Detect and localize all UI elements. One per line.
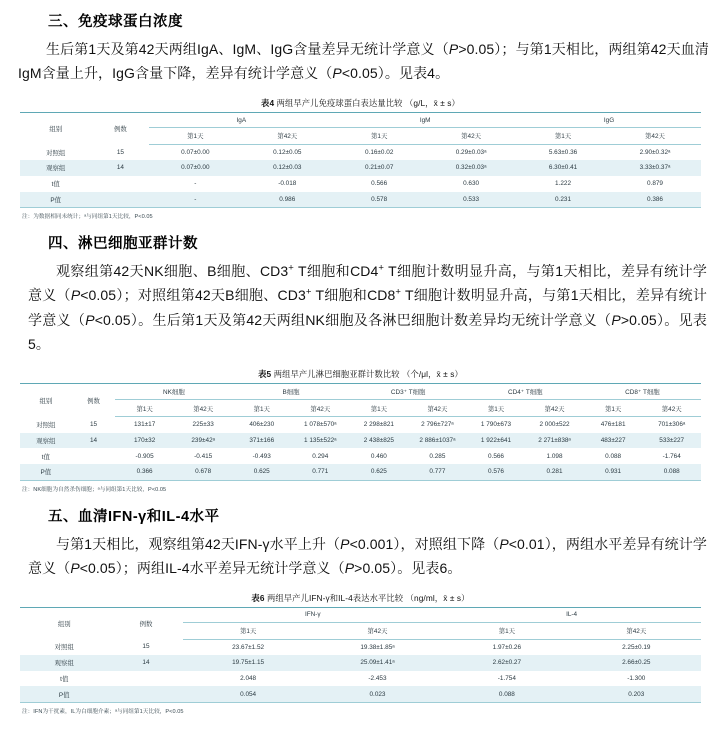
table6-r1-label: 观察组 [20,655,109,671]
table5-caption [20,364,701,383]
table6-r2-c0: 2.048 [183,671,312,687]
table6-r3-n [109,686,184,702]
par4-p11: P [85,311,95,328]
table4-r0-label: 对照组 [20,144,92,160]
table6-r3-c1: 0.023 [313,686,442,702]
par5-t8: >0.05）。见表6。 [354,559,462,576]
table4-r3-c4: 0.231 [517,192,609,208]
section-heading-4: 四、淋巴细胞亚群计数 [48,236,198,253]
table6-caption [20,588,701,607]
table5-r3-c2: 0.625 [232,464,291,480]
table5-sub-0: 第1天 [115,400,174,417]
table4-r0-c5: 2.90±0.32ᵃ [609,144,701,160]
table6-r1-c2: 2.62±0.27 [442,655,571,671]
table6-r0-c0: 23.67±1.52 [183,639,312,655]
table4-r2-c5: 0.879 [609,176,701,192]
table4-r1-c3: 0.32±0.03ᵃ [425,160,517,176]
table5-sub-1: 第42天 [174,400,233,417]
par5-t0: 与第1天相比，观察组第42天IFN-γ水平上升（ [56,535,341,552]
table6-r0-c3: 2.25±0.19 [572,639,701,655]
table5-sub-header-row [20,400,701,417]
table5-r3-c8: 0.931 [584,464,643,480]
table5-r1-c9: 533±227 [642,433,701,449]
table4-r3-c1: 0.986 [241,192,333,208]
table5-r2-c4: 0.460 [350,448,409,464]
table5-sub-7: 第42天 [525,400,584,417]
table4-wrapper [0,89,721,222]
table5-r1-c1: 239±42ᵃ [174,433,233,449]
table-row [20,433,701,449]
table6-r1-c3: 2.66±0.25 [572,655,701,671]
par4-t6: <0.05）；对照组第42天B细胞、CD3 [80,287,306,304]
table4-r1-n: 14 [92,160,150,176]
table5-group-cd8: CD8⁺ T细胞 [584,383,701,400]
table5-r0-c7: 2 000±522 [525,417,584,433]
table5-r1-c4: 2 438±825 [350,433,409,449]
table5-r1-c0: 170±32 [115,433,174,449]
par4-t8: T细胞和CD8 [311,287,396,304]
table5-sub-2: 第1天 [232,400,291,417]
table4-sub-3: 第42天 [425,127,517,144]
table4-label: 表4 [261,98,275,109]
par4-t12: <0.05）。生后第1天及第42天两组NK细胞及各淋巴细胞计数差异均无统计学意义（ [94,311,612,328]
table6-title: 两组早产儿IFN-γ和IL-4表达水平比较 [266,593,404,603]
section-heading-5: 五、血清IFN-γ和IL-4水平 [48,508,220,525]
table6-r1-c1: 25.09±1.41ᵃ [313,655,442,671]
table4-group-igm: IgM [333,113,517,128]
table4-r3-n [92,192,150,208]
table5-r1-c3: 1 135±522ᵃ [291,433,350,449]
table5-r2-label: t值 [20,448,72,464]
table4-r2-c4: 1.222 [517,176,609,192]
table5-r2-c5: 0.285 [408,448,467,464]
table5-r3-c5: 0.777 [408,464,467,480]
table4-r0-c1: 0.12±0.05 [241,144,333,160]
table5-r3-c9: 0.088 [642,464,701,480]
table5-sub-4: 第1天 [350,400,409,417]
table4-r2-label: t值 [20,176,92,192]
table5-sub-6: 第1天 [467,400,526,417]
table6-wrapper [0,584,721,717]
table6 [20,607,701,703]
table6-label: 表6 [251,593,265,603]
table4 [20,112,701,208]
table4-sub-4: 第1天 [517,127,609,144]
table6-units: （ng/ml，x̄ ± s） [405,593,470,603]
table-row [20,671,701,687]
table5-r0-label: 对照组 [20,417,72,433]
table5-r0-c2: 406±230 [232,417,291,433]
table5-group-cd3: CD3⁺ T细胞 [350,383,467,400]
table4-group-igg: IgG [517,113,701,128]
table5-r2-c2: -0.493 [232,448,291,464]
table4-r2-c3: 0.630 [425,176,517,192]
table5-r0-c9: 701±306ᵃ [642,417,701,433]
table4-group-header-row [20,113,701,128]
table-row [20,464,701,480]
table4-r1-label: 观察组 [20,160,92,176]
par4-sup1: + [288,262,294,274]
table4-title: 两组早产儿免疫球蛋白表达量比较 [276,98,403,109]
table5 [20,383,701,481]
table5-group-header-row [20,383,701,400]
table6-r3-label: P值 [20,686,109,702]
par4-t2: T细胞和CD4 [293,263,379,280]
table-row [20,144,701,160]
table-row [20,448,701,464]
table6-r2-label: t值 [20,671,109,687]
table4-r1-c1: 0.12±0.03 [241,160,333,176]
table-row [20,686,701,702]
section-heading-3: 三、免疫球蛋白浓度 [48,14,183,30]
table5-r0-n: 15 [72,417,116,433]
par5-p7: P [344,559,355,576]
table5-r1-n: 14 [72,433,116,449]
table5-units: （个/μl，x̄ ± s） [402,368,463,379]
table5-note: 注：NK细胞为自然杀伤细胞；ᵃ与同组第1天比较，P<0.05 [22,486,167,493]
table4-r0-c2: 0.16±0.02 [333,144,425,160]
table5-sub-9: 第42天 [642,400,701,417]
par4-t10: T细胞计数明显升高，与第1天相比，差异有统计学意义（ [28,287,707,328]
table4-r0-c4: 5.63±0.36 [517,144,609,160]
table5-r1-c5: 2 886±1037ᵃ [408,433,467,449]
table6-r0-n: 15 [109,639,184,655]
par3-t2: >0.05）；与第1天相比，两组第42天血清IgM含量上升，IgG含量下降，差异有统计学意义（ [18,41,709,82]
table4-r2-n [92,176,150,192]
table6-group-il4: IL-4 [442,608,701,623]
par3-t0: 生后第1天及第42天两组IgA、IgM、IgG含量差异无统计学意义（ [46,41,449,57]
table5-r0-c3: 1 078±570ᵃ [291,417,350,433]
table6-r1-n: 14 [109,655,184,671]
table5-r3-c7: 0.281 [525,464,584,480]
table5-r1-c8: 483±227 [584,433,643,449]
table5-label: 表5 [258,368,272,379]
table5-r1-c2: 371±166 [232,433,291,449]
par3-p3: P [332,65,342,82]
par3-p1: P [448,41,459,57]
table4-stub-header: 组别 [20,113,92,145]
par4-t4: T细胞计数明显升高，与第1天相比，差异有统计学意义（ [28,263,708,304]
table5-r2-c3: 0.294 [291,448,350,464]
table4-sub-0: 第1天 [149,127,241,144]
table5-r0-c5: 2 796±727ᵃ [408,417,467,433]
table5-group-cd4: CD4⁺ T细胞 [467,383,584,400]
table5-sub-3: 第42天 [291,400,350,417]
table6-r3-c0: 0.054 [183,686,312,702]
table6-r3-c3: 0.203 [572,686,701,702]
table5-r1-label: 观察组 [20,433,72,449]
table6-r2-c1: -2.453 [313,671,442,687]
table5-r0-c0: 131±17 [115,417,174,433]
table4-r0-n: 15 [92,144,150,160]
table5-r0-c8: 476±181 [584,417,643,433]
par5-p1: P [340,535,350,552]
table5-title: 两组早产儿淋巴细胞亚群计数比较 [273,368,400,379]
table6-sub-0: 第1天 [183,622,312,639]
table5-r1-c7: 2 271±838ᵃ [525,433,584,449]
par4-t14: >0.05）。见表5。 [28,311,707,352]
table6-r2-c3: -1.300 [572,671,701,687]
table6-r0-c2: 1.97±0.26 [442,639,571,655]
table5-r2-c1: -0.415 [174,448,233,464]
table4-caption [20,93,701,112]
table6-sub-1: 第42天 [313,622,442,639]
table5-wrapper [0,360,721,495]
table5-r3-n [72,464,116,480]
table6-sub-3: 第42天 [572,622,701,639]
table-row [20,639,701,655]
table5-group-nk: NK细胞 [115,383,232,400]
par4-sup7: + [305,286,312,298]
par4-t0: 观察组第42天NK细胞、B细胞、CD3 [56,263,289,280]
par5-t4: <0.01），两组水平差异有统计学意义（ [28,535,708,576]
par4-sup3: + [378,262,385,274]
table4-r3-c2: 0.578 [333,192,425,208]
table5-sub-5: 第42天 [408,400,467,417]
table5-r2-c8: 0.088 [584,448,643,464]
table-row [20,655,701,671]
table6-r0-label: 对照组 [20,639,109,655]
section-paragraph-5 [0,530,721,584]
table5-r2-c0: -0.905 [115,448,174,464]
table5-r3-c3: 0.771 [291,464,350,480]
table-row [20,160,701,176]
table4-sub-2: 第1天 [333,127,425,144]
par5-p3: P [499,535,509,552]
table4-units: （g/L，x̄ ± s） [404,98,460,109]
table5-r0-c4: 2 298±821 [350,417,409,433]
table4-sub-5: 第42天 [609,127,701,144]
table5-n-header: 例数 [72,383,116,417]
par4-p5: P [70,287,81,304]
table6-note: 注：IFN为干扰素，IL为白细胞介素；ᵃ与同组第1天比较，P<0.05 [22,709,184,716]
par3-t4: <0.05）。见表4。 [341,65,450,82]
table5-r3-c4: 0.625 [350,464,409,480]
table5-r1-c6: 1 922±641 [467,433,526,449]
table6-r2-n [109,671,184,687]
table5-r3-c6: 0.576 [467,464,526,480]
table6-r0-c1: 19.38±1.85ᵃ [313,639,442,655]
table5-r0-c6: 1 790±673 [467,417,526,433]
table5-r0-c1: 225±33 [174,417,233,433]
table4-r2-c0: - [149,176,241,192]
table4-r1-c2: 0.21±0.07 [333,160,425,176]
section-paragraph-4 [0,257,721,359]
table4-note: 注：为数据相同未统计；ᵃ与同组第1天比较，P<0.05 [22,214,153,221]
table4-r3-label: P值 [20,192,92,208]
table5-r2-c6: 0.566 [467,448,526,464]
section-paragraph-3 [0,35,721,89]
table-row [20,417,701,433]
table4-r1-c5: 3.33±0.37ᵃ [609,160,701,176]
table6-r2-c2: -1.754 [442,671,571,687]
table4-r0-c3: 0.29±0.03ᵃ [425,144,517,160]
table4-r3-c0: - [149,192,241,208]
table5-r2-n [72,448,116,464]
table4-sub-1: 第42天 [241,127,333,144]
table5-r3-label: P值 [20,464,72,480]
table4-r1-c4: 6.30±0.41 [517,160,609,176]
table-row [20,176,701,192]
table4-r2-c2: 0.566 [333,176,425,192]
par5-t6: <0.05）；两组IL-4水平差异无统计学意义（ [79,559,345,576]
table4-r1-c0: 0.07±0.00 [149,160,241,176]
table4-group-iga: IgA [149,113,333,128]
table6-stub-header: 组别 [20,608,109,640]
par5-p5: P [70,559,80,576]
table5-r2-c9: -1.764 [642,448,701,464]
table6-r1-c0: 19.75±1.15 [183,655,312,671]
table4-r2-c1: -0.018 [241,176,333,192]
table5-r3-c0: 0.366 [115,464,174,480]
par5-t2: <0.001），对照组下降（ [349,535,500,552]
table-row [20,192,701,208]
table5-group-b: B细胞 [232,383,349,400]
par4-p13: P [611,311,621,328]
table6-n-header: 例数 [109,608,184,640]
table6-sub-2: 第1天 [442,622,571,639]
table5-r3-c1: 0.678 [174,464,233,480]
table4-n-header: 例数 [92,113,150,145]
table5-r2-c7: 1.098 [525,448,584,464]
par4-sup9: + [395,286,402,298]
table6-group-ifn: IFN-γ [183,608,442,623]
table5-stub-header: 组别 [20,383,72,417]
table4-r0-c0: 0.07±0.00 [149,144,241,160]
table4-r3-c3: 0.533 [425,192,517,208]
table4-r3-c5: 0.386 [609,192,701,208]
table6-r3-c2: 0.088 [442,686,571,702]
table6-group-header-row [20,608,701,623]
table5-sub-8: 第1天 [584,400,643,417]
